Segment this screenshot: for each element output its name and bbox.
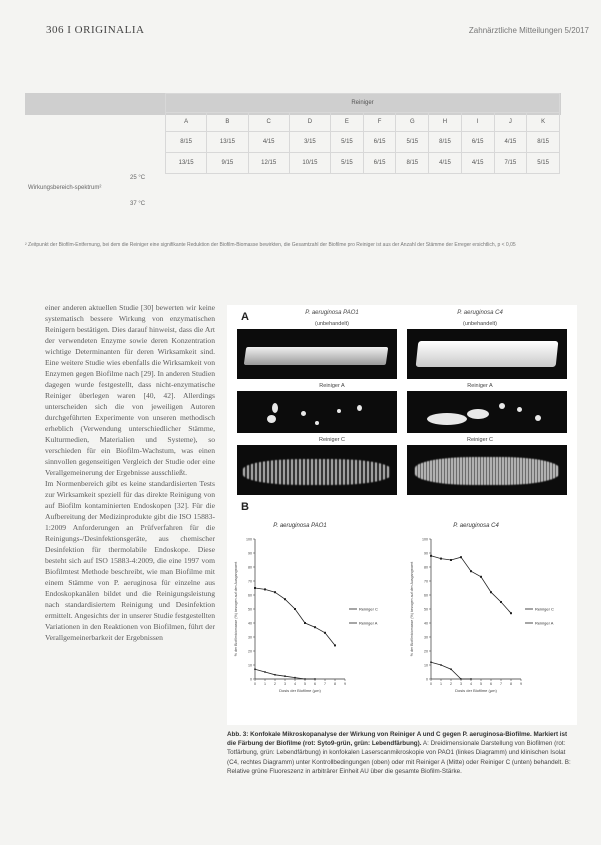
untreated-label-left: (unbehandelt) <box>315 321 349 327</box>
column-header: A <box>166 113 207 132</box>
results-table <box>165 93 560 174</box>
table-cell: 6/15 <box>363 132 396 153</box>
y-tick-label: 50 <box>424 607 428 612</box>
data-point <box>274 591 276 593</box>
series-line <box>431 556 511 613</box>
table-cell: 12/15 <box>248 153 289 174</box>
x-tick-label: 6 <box>490 682 492 686</box>
x-tick-label: 5 <box>304 682 306 686</box>
table-cell: 3/15 <box>289 132 330 153</box>
column-header: E <box>331 113 364 132</box>
y-tick-label: 0 <box>426 677 428 682</box>
x-tick-label: 9 <box>344 682 346 686</box>
confocal-image-c4-untreated <box>407 329 567 379</box>
table-row-temp-2: 37 °C <box>130 201 146 207</box>
table-cell: 4/15 <box>461 153 494 174</box>
row-label-reiniger-a-left: Reiniger A <box>319 383 345 389</box>
x-tick-label: 2 <box>274 682 276 686</box>
data-point <box>470 678 472 680</box>
confocal-image-c4-reiniger-a <box>407 391 567 433</box>
data-point <box>470 570 472 572</box>
y-tick-label: 70 <box>248 579 252 584</box>
page-number-section: 306 I ORIGINALIA <box>46 24 145 36</box>
running-header <box>46 24 589 40</box>
series-line <box>431 662 471 679</box>
data-point <box>460 556 462 558</box>
y-tick-label: 80 <box>248 565 252 570</box>
x-tick-label: 8 <box>334 682 336 686</box>
y-tick-label: 100 <box>422 537 428 542</box>
x-tick-label: 0 <box>430 682 432 686</box>
y-tick-label: 40 <box>424 621 428 626</box>
data-point <box>510 612 512 614</box>
table-cell: 4/15 <box>429 153 462 174</box>
table-cell: 9/15 <box>207 153 248 174</box>
body-paragraph: Im Normenbereich gibt es keine standardisierten Tests zur Wirksamkeit speziell für das direkte Reinigung von auf Biofilm kontaminierten Endoskopen [32]. Für die Aufbereitung der Medizinprodukte gibt die ISO 15883-1:2009 Anforderungen an Prüfverfahren für die Reinigungs-/Desinfektionsgeräte, aus chemischer Desinfektion für thermolabile Endoskope. Diese besteht sich auf ISO 15883-4:2009, die eine 1997 vom Biofilmtest Methode beschreibt, wie man Biofilme mit einem Stämme von P. aeruginosa für einzelne aus Endoskopkanälen bildet und die Reinigungsleistung nach standardisiertem Reinigung und Desinfektion ermittelt. Angesichts der in unserer Studie festgestellten Variationen in den Reaktionen von Biofilmen, führt der Verallgemeinerbarkeit der Ergebnissen <box>45 479 215 642</box>
y-tick-label: 90 <box>424 551 428 556</box>
y-tick-label: 20 <box>424 649 428 654</box>
series-line <box>255 588 335 645</box>
table-footnote: ² Zeitpunkt der Biofilm-Entfernung, bei dem die Reiniger eine signifikante Reduktion der Biofilm-Biomasse bewirkten, die Gesamtzahl der Biofilme pro Reiniger ist aus der Anzahl der Stämme der Erreger ersichtlich, p < 0,05 <box>25 242 516 248</box>
row-label-reiniger-a-right: Reiniger A <box>467 383 493 389</box>
x-tick-label: 2 <box>450 682 452 686</box>
untreated-label-right: (unbehandelt) <box>463 321 497 327</box>
data-point <box>480 576 482 578</box>
data-point <box>294 608 296 610</box>
line-chart-c4 <box>405 517 573 722</box>
table-cell: 6/15 <box>461 132 494 153</box>
figure-caption <box>227 730 577 776</box>
data-point <box>294 677 296 679</box>
chart-title: P. aeruginosa C4 <box>453 523 499 529</box>
column-header: G <box>396 113 429 132</box>
legend-entry: Reiniger C <box>535 606 554 612</box>
table-cell: 13/15 <box>207 132 248 153</box>
confocal-image-pao1-untreated <box>237 329 397 379</box>
x-tick-label: 9 <box>520 682 522 686</box>
data-point <box>284 598 286 600</box>
x-tick-label: 7 <box>500 682 502 686</box>
table-group-header: Reiniger <box>166 94 560 113</box>
table-cell: 4/15 <box>494 132 527 153</box>
data-point <box>430 555 432 557</box>
column-header: D <box>289 113 330 132</box>
y-tick-label: 50 <box>248 607 252 612</box>
y-axis-label: % der Biofilmbiomasse (%) bezogen auf den Ausgangswert <box>410 561 414 657</box>
table-cell: 5/15 <box>331 132 364 153</box>
data-point <box>274 674 276 676</box>
y-axis-label: % der Biofilmbiomasse (%) bezogen auf den Ausgangswert <box>234 561 238 657</box>
series-line <box>255 669 315 679</box>
table-cell: 8/15 <box>527 132 560 153</box>
panel-label-a: A <box>241 311 249 323</box>
table-cell: 8/15 <box>429 132 462 153</box>
panel-label-b: B <box>241 501 249 513</box>
y-tick-label: 60 <box>248 593 252 598</box>
column-header: I <box>461 113 494 132</box>
table-cell: 8/15 <box>396 153 429 174</box>
data-point <box>460 678 462 680</box>
table-cell: 4/15 <box>248 132 289 153</box>
caption-lead: Abb. 3: Konfokale Mikroskopanalyse der Wirkung von Reiniger A und C gegen P. aeruginosa-Biofilme. Markiert ist die Färbung der Biofilme (rot: Syto9-grün, grün: Lebendfärbung). <box>227 731 568 748</box>
y-tick-label: 80 <box>424 565 428 570</box>
x-tick-label: 4 <box>470 682 472 686</box>
x-tick-label: 7 <box>324 682 326 686</box>
y-tick-label: 10 <box>424 663 428 668</box>
strain-label-left: P. aeruginosa PAO1 <box>305 310 359 316</box>
table-cell: 5/15 <box>396 132 429 153</box>
data-point <box>334 644 336 646</box>
data-point <box>450 559 452 561</box>
x-tick-label: 6 <box>314 682 316 686</box>
data-point <box>324 632 326 634</box>
table-row-label: Wirkungsbereich-spektrum² <box>28 185 102 191</box>
data-point <box>254 668 256 670</box>
data-point <box>304 678 306 680</box>
data-point <box>500 601 502 603</box>
chart-title: P. aeruginosa PAO1 <box>273 523 327 529</box>
caption-body: A: Dreidimensionale Darstellung von Biofilmen (rot: Totfärbung, grün: Lebendfärbung) in konfokalen Laserscanmikroskopie von PAO1 (linkes Diagramm) und klinischen Isolat (C4, rechtes Diagramm) unter Kontrollbedingungen (oben) oder mit Reiniger A (Mitte) oder Reiniger C (unten) behandelt. B: Relative grüne Fluoreszenz in arbiträrer Einheit AU über die gesamte Biofilm-Stärke. <box>227 740 571 775</box>
data-point <box>284 675 286 677</box>
table-cell: 13/15 <box>166 153 207 174</box>
data-point <box>440 558 442 560</box>
data-point <box>304 622 306 624</box>
x-tick-label: 8 <box>510 682 512 686</box>
data-point <box>264 671 266 673</box>
x-tick-label: 1 <box>440 682 442 686</box>
row-label-reiniger-c-right: Reiniger C <box>467 437 493 443</box>
body-paragraph: einer anderen aktuellen Studie [30] bewerten wir keine systematisch bessere Wirkung von enzymatischen Reinigern bestätigen. Dies darauf hinweist, dass die Art der verwendeten Enzyme sowie deren Konzentration wichtige Determinanten für deren Wirksamkeit sind. Eine weitere Studie wies ebenfalls die Wirksamkeit von Enzymen gegen Biofilme nach [29]. In anderen Studien dagegen wurde festgestellt, dass nicht-enzymatische Reiniger überlegen waren [40, 42]. Allerdings unterscheiden sich die von jeweiligen Autoren durchgeführten Experimente von unseren methodisch erheblich (Verwendung unterschiedlicher Stämme, Kulturmedien, Materialien und Systeme), so verschieden für ein Biofilm-Wachstum, was einen sinnvollen gegenseitigen Vergleich der Studie oder eine Verallgemeinerung der Ergebnisse ausschließt. <box>45 303 215 477</box>
x-tick-label: 0 <box>254 682 256 686</box>
figure-3 <box>227 305 577 725</box>
table-cell: 8/15 <box>166 132 207 153</box>
x-tick-label: 1 <box>264 682 266 686</box>
y-tick-label: 0 <box>250 677 252 682</box>
y-tick-label: 20 <box>248 649 252 654</box>
data-point <box>430 661 432 663</box>
journal-issue: Zahnärztliche Mitteilungen 5/2017 <box>468 26 589 35</box>
column-header: J <box>494 113 527 132</box>
table-row-temp-1: 25 °C <box>130 175 146 181</box>
data-point <box>314 626 316 628</box>
x-tick-label: 3 <box>460 682 462 686</box>
x-tick-label: 5 <box>480 682 482 686</box>
y-tick-label: 100 <box>246 537 252 542</box>
x-axis-label: Dosis der Biofilme (µm) <box>455 688 497 693</box>
y-tick-label: 10 <box>248 663 252 668</box>
table-cell: 5/15 <box>527 153 560 174</box>
table-cell: 10/15 <box>289 153 330 174</box>
data-point <box>490 591 492 593</box>
table-cell: 7/15 <box>494 153 527 174</box>
column-header: B <box>207 113 248 132</box>
body-text-column <box>45 302 215 643</box>
column-header: C <box>248 113 289 132</box>
strain-label-right: P. aeruginosa C4 <box>457 310 503 316</box>
data-point <box>254 587 256 589</box>
column-header: K <box>527 113 560 132</box>
legend-entry: Reiniger C <box>359 606 378 612</box>
x-tick-label: 4 <box>294 682 296 686</box>
legend-entry: Reiniger A <box>359 620 378 626</box>
y-tick-label: 40 <box>248 621 252 626</box>
y-tick-label: 60 <box>424 593 428 598</box>
data-point <box>440 664 442 666</box>
y-tick-label: 30 <box>424 635 428 640</box>
y-tick-label: 90 <box>248 551 252 556</box>
confocal-image-pao1-reiniger-a <box>237 391 397 433</box>
column-header: H <box>429 113 462 132</box>
y-tick-label: 30 <box>248 635 252 640</box>
row-label-reiniger-c-left: Reiniger C <box>319 437 345 443</box>
table-cell: 6/15 <box>363 153 396 174</box>
data-point <box>264 588 266 590</box>
y-tick-label: 70 <box>424 579 428 584</box>
x-axis-label: Dosis der Biofilme (µm) <box>279 688 321 693</box>
column-header: F <box>363 113 396 132</box>
line-chart-pao1 <box>229 517 397 722</box>
data-point <box>314 678 316 680</box>
table-cell: 5/15 <box>331 153 364 174</box>
confocal-image-pao1-reiniger-c <box>237 445 397 495</box>
legend-entry: Reiniger A <box>535 620 554 626</box>
x-tick-label: 3 <box>284 682 286 686</box>
data-point <box>450 668 452 670</box>
confocal-image-c4-reiniger-c <box>407 445 567 495</box>
